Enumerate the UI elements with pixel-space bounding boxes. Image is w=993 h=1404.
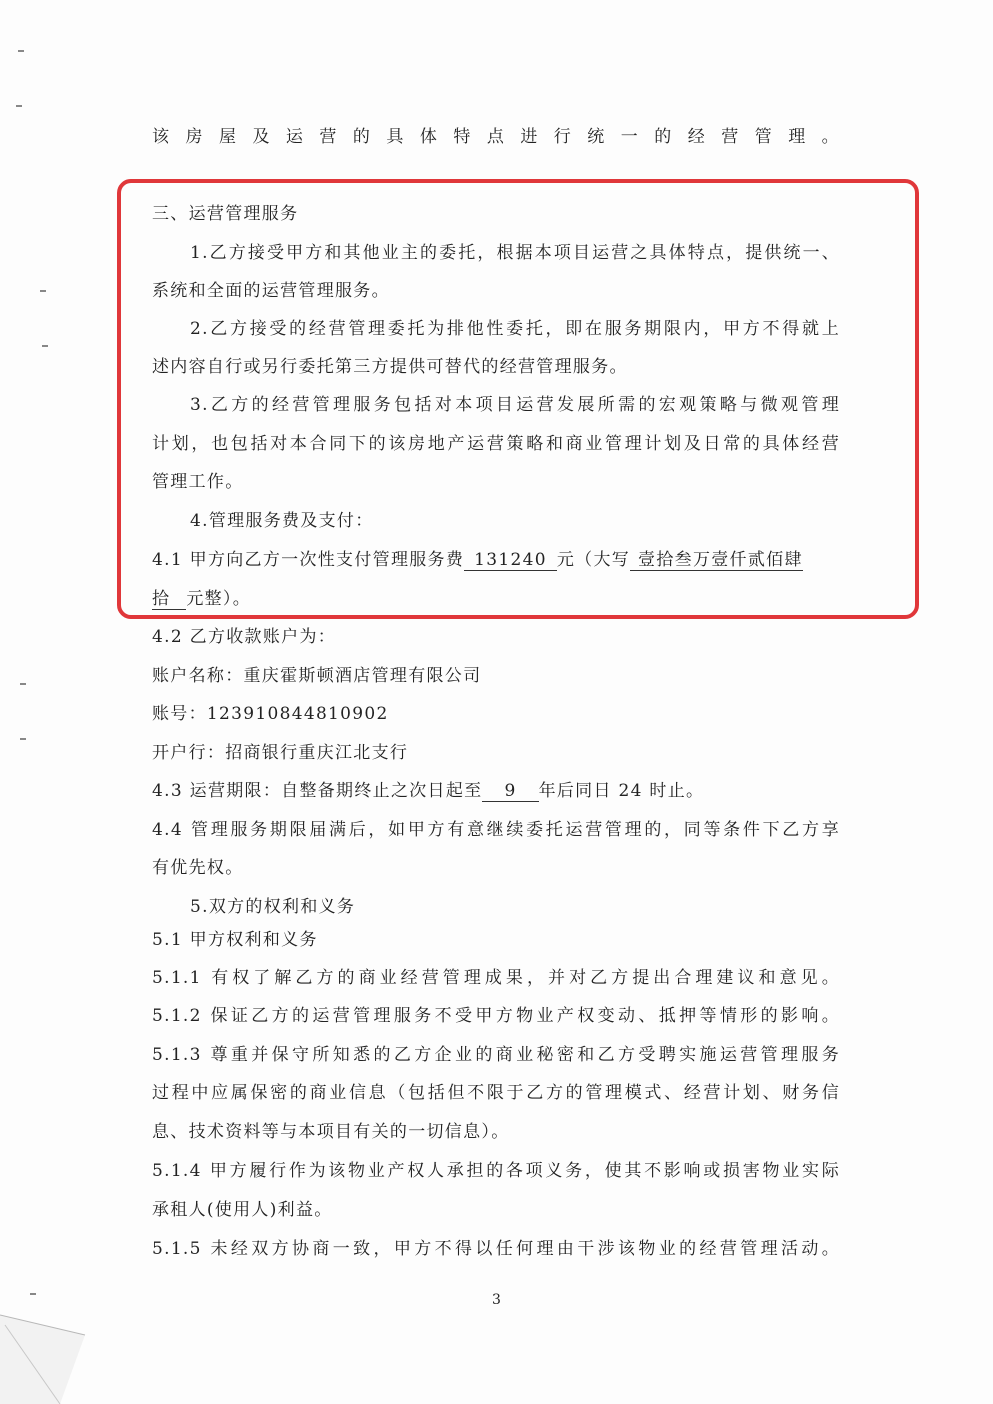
term-years: 9 xyxy=(482,781,538,802)
fee-amount-words-b: 拾 xyxy=(152,589,186,610)
clause-5-1-5: 5.1.5 未经双方协商一致，甲方不得以任何理由干涉该物业的经营管理活动。 xyxy=(152,1239,840,1259)
fee-line-continued xyxy=(152,587,852,611)
clause-5-1-2: 5.1.2 保证乙方的运营管理服务不受甲方物业产权变动、抵押等情形的影响。 xyxy=(152,1006,840,1026)
section3-item3-line3: 管理工作。 xyxy=(152,472,244,492)
account-number-line: 账号：123910844810902 xyxy=(152,704,389,724)
renewal-line2: 有优先权。 xyxy=(152,858,244,878)
section5-heading: 5.双方的权利和义务 xyxy=(190,897,356,917)
term-prefix: 4.3 运营期限：自整备期终止之次日起至 xyxy=(152,781,483,801)
clause-5-1-3-line1: 5.1.3 尊重并保守所知悉的乙方企业的商业秘密和乙方受聘实施运营管理服务 xyxy=(152,1045,840,1065)
section3-item3-line1: 3.乙方的经营管理服务包括对本项目运营发展所需的宏观策略与微观管理 xyxy=(190,395,840,415)
clause-5-1-4-line2: 承租人(使用人)利益。 xyxy=(152,1200,333,1220)
clause-5-1-4-line1: 5.1.4 甲方履行作为该物业产权人承担的各项义务，使其不影响或损害物业实际 xyxy=(152,1161,840,1181)
section3-heading: 三、运营管理服务 xyxy=(152,204,299,224)
section3-item1-line1: 1.乙方接受甲方和其他业主的委托，根据本项目运营之具体特点，提供统一、 xyxy=(190,243,840,263)
section3-item2-line1: 2.乙方接受的经营管理委托为排他性委托，即在服务期限内，甲方不得就上 xyxy=(190,319,840,339)
account-heading: 4.2 乙方收款账户为： xyxy=(152,627,337,647)
margin-mark xyxy=(40,290,46,292)
section5-sub-heading: 5.1 甲方权利和义务 xyxy=(152,930,318,950)
term-line xyxy=(152,779,852,803)
fee-prefix: 4.1 甲方向乙方一次性支付管理服务费 xyxy=(152,550,465,570)
renewal-line1: 4.4 管理服务期限届满后，如甲方有意继续委托运营管理的，同等条件下乙方享 xyxy=(152,820,840,840)
section3-item3-line2: 计划，也包括对本合同下的该房地产运营策略和商业管理计划及日常的具体经营 xyxy=(152,434,840,454)
section3-item2-line2: 述内容自行或另行委托第三方提供可替代的经营管理服务。 xyxy=(152,357,628,377)
fee-suffix: 元整）。 xyxy=(186,589,252,609)
account-bank-line: 开户行：招商银行重庆江北支行 xyxy=(152,743,409,763)
page-fold-corner xyxy=(0,1300,90,1404)
section3-item1-line2: 系统和全面的运营管理服务。 xyxy=(152,281,390,301)
intro-line: 该房屋及运营的具体特点进行统一的经营管理。 xyxy=(152,127,840,147)
margin-mark xyxy=(42,345,48,347)
term-suffix: 年后同日 24 时止。 xyxy=(538,781,705,801)
fee-amount: 131240 xyxy=(464,550,557,571)
margin-mark xyxy=(20,683,26,685)
clause-5-1-3-line2: 过程中应属保密的商业信息（包括但不限于乙方的管理模式、经营计划、财务信 xyxy=(152,1083,840,1103)
clause-5-1-1: 5.1.1 有权了解乙方的商业经营管理成果，并对乙方提出合理建议和意见。 xyxy=(152,968,840,988)
margin-mark xyxy=(20,738,26,740)
page-number: 3 xyxy=(492,1292,501,1308)
account-name-line: 账户名称：重庆霍斯顿酒店管理有限公司 xyxy=(152,666,482,686)
clause-5-1-3-line3: 息、技术资料等与本项目有关的一切信息）。 xyxy=(152,1122,510,1142)
fee-amount-words-a: 壹拾叁万壹仟贰佰肆 xyxy=(630,550,803,571)
margin-mark xyxy=(18,50,24,52)
section3-item4-heading: 4.管理服务费及支付： xyxy=(190,511,374,531)
fee-line xyxy=(152,548,852,572)
margin-mark xyxy=(16,105,22,107)
fee-mid: 元（大写 xyxy=(556,550,631,570)
